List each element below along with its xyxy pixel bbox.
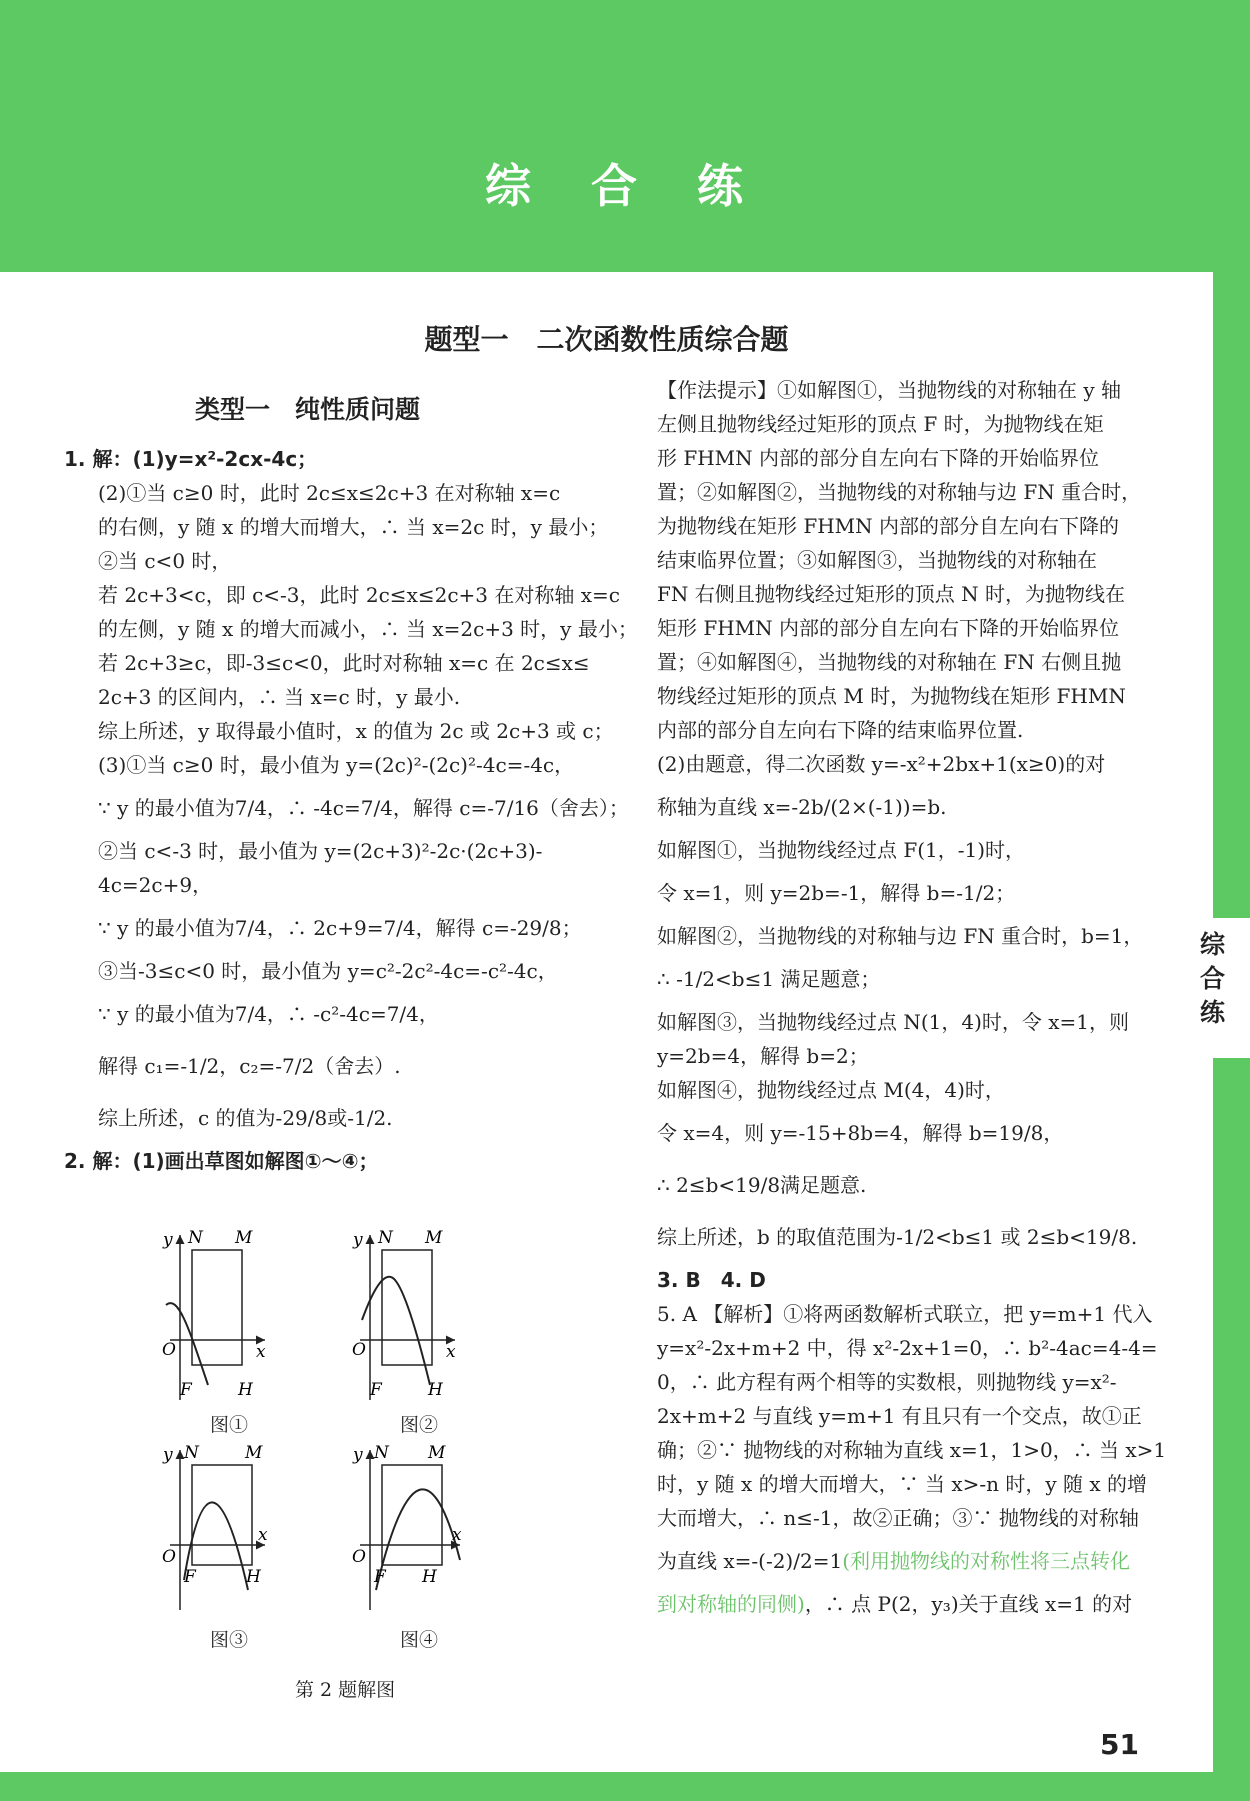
point-M-label: M — [245, 1443, 263, 1463]
point-N-label: N — [188, 1228, 203, 1248]
axis-x-label: x — [256, 1342, 266, 1362]
point-F-label: F — [374, 1567, 386, 1587]
text-line: 综上所述，y 取得最小值时，x 的值为 2c 或 2c+3 或 c； — [98, 719, 614, 743]
text-segment: ，∴ 点 P(2，y₃)关于直线 x=1 的对 — [804, 1592, 1133, 1616]
point-M-label: M — [425, 1228, 443, 1248]
text-line: 若 2c+3≥c，即-3≤c<0，此时对称轴 x=c 在 2c≤x≤ — [98, 651, 590, 675]
text-line: ∵ y 的最小值为7/4，∴ -4c=7/4，解得 c=-7/16（舍去）； — [98, 796, 629, 820]
point-H-label: H — [422, 1567, 437, 1587]
text-line: 内部的部分自左向右下降的结束临界位置. — [657, 718, 1024, 742]
point-M-label: M — [235, 1228, 253, 1248]
point-H-label: H — [246, 1567, 261, 1587]
text-line: ∵ y 的最小值为7/4，∴ -c²-4c=7/4， — [98, 1002, 439, 1026]
axis-y-label: y — [353, 1445, 363, 1465]
text-line: ∴ -1/2<b≤1 满足题意； — [657, 967, 881, 991]
origin-label: O — [162, 1547, 176, 1567]
text-line: 如解图③，当抛物线经过点 N(1，4)时，令 x=1，则 — [657, 1010, 1130, 1034]
axis-y-label: y — [353, 1230, 363, 1250]
text-line: 的左侧，y 随 x 的增大而减小，∴ 当 x=2c+3 时，y 最小； — [98, 617, 638, 641]
text-line: 时，y 随 x 的增大而增大，∵ 当 x>-n 时，y 随 x 的增 — [657, 1472, 1148, 1496]
figure-4 — [352, 1443, 462, 1610]
text-line: y=x²-2x+m+2 中，得 x²-2x+1=0，∴ b²-4ac=4-4= — [657, 1336, 1158, 1360]
text-line: 大而增大，∴ n≤-1，故②正确；③∵ 抛物线的对称轴 — [657, 1506, 1139, 1530]
text-line: ∵ y 的最小值为7/4，∴ 2c+9=7/4，解得 c=-29/8； — [98, 916, 582, 940]
side-tab — [1175, 918, 1250, 1058]
figures-caption: 第 2 题解图 — [295, 1679, 396, 1701]
point-M-label: M — [428, 1443, 446, 1463]
text-line: ∴ 2≤b<19/8满足题意. — [657, 1173, 867, 1197]
text-line: 左侧且抛物线经过矩形的顶点 F 时，为抛物线在矩 — [657, 412, 1104, 436]
text-line: 物线经过矩形的顶点 M 时，为抛物线在矩形 FHMN — [657, 684, 1126, 708]
text-line: 4c=2c+9， — [98, 873, 213, 897]
footer-bar — [0, 1772, 1250, 1801]
problem-1-line: 1. 解：(1)y=x²-2cx-4c； — [64, 447, 318, 471]
axis-x-label: x — [446, 1342, 456, 1362]
text-line: 综上所述，b 的取值范围为-1/2<b≤1 或 2≤b<19/8. — [657, 1225, 1138, 1249]
point-F-label: F — [370, 1380, 382, 1400]
text-line: 为抛物线在矩形 FHMN 内部的部分自左向右下降的 — [657, 514, 1120, 538]
right-column — [657, 373, 1167, 1621]
point-F-label: F — [180, 1380, 192, 1400]
text-line: ②当 c<-3 时，最小值为 y=(2c+3)²-2c·(2c+3)- — [98, 839, 543, 863]
text-line: 形 FHMN 内部的部分自左向右下降的开始临界位 — [657, 446, 1100, 470]
text-line: (2)①当 c≥0 时，此时 2c≤x≤2c+3 在对称轴 x=c — [98, 481, 561, 505]
text-line: 置；②如解图②，当抛物线的对称轴与边 FN 重合时， — [657, 480, 1142, 504]
text-line — [657, 1587, 1162, 1621]
text-line: 解得 c₁=-1/2，c₂=-7/2（舍去）. — [98, 1054, 401, 1078]
problem-2-line: 2. 解：(1)画出草图如解图①～④； — [64, 1149, 379, 1173]
figure-1 — [162, 1228, 266, 1400]
point-N-label: N — [184, 1443, 199, 1463]
point-H-label: H — [428, 1380, 443, 1400]
figure-2-caption: 图② — [400, 1414, 439, 1436]
figure-3-caption: 图③ — [210, 1629, 249, 1651]
answers-3-4: 3. B 4. D — [657, 1268, 766, 1292]
text-line: y=2b=4，解得 b=2； — [657, 1044, 869, 1068]
figure-4-caption: 图④ — [400, 1629, 439, 1651]
text-line — [657, 1535, 1162, 1587]
text-line: FN 右侧且抛物线经过矩形的顶点 N 时，为抛物线在 — [657, 582, 1125, 606]
subsection-title: 类型一 纯性质问题 — [195, 395, 421, 424]
text-line: 令 x=1，则 y=2b=-1，解得 b=-1/2； — [657, 881, 1016, 905]
text-line: 2x+m+2 与直线 y=m+1 有且只有一个交点，故①正 — [657, 1404, 1142, 1428]
text-line: 【作法提示】①如解图①，当抛物线的对称轴在 y 轴 — [657, 378, 1122, 402]
hint-text: (利用抛物线的对称性将三点转化 — [842, 1549, 1130, 1573]
side-strip-top — [1213, 272, 1250, 918]
text-line: 的右侧，y 随 x 的增大而增大，∴ 当 x=2c 时，y 最小； — [98, 515, 609, 539]
hint-text: 到对称轴的同侧) — [657, 1592, 805, 1616]
figure-1-caption: 图① — [210, 1414, 249, 1436]
text-line: 若 2c+3<c，即 c<-3，此时 2c≤x≤2c+3 在对称轴 x=c — [98, 583, 620, 607]
axis-x-label: x — [452, 1525, 462, 1545]
text-line: 0，∴ 此方程有两个相等的实数根，则抛物线 y=x²- — [657, 1370, 1117, 1394]
solution-figures — [160, 1225, 560, 1651]
figure-2 — [352, 1228, 456, 1400]
text-line: (2)由题意，得二次函数 y=-x²+2bx+1(x≥0)的对 — [657, 752, 1106, 776]
text-line: 如解图①，当抛物线经过点 F(1，-1)时， — [657, 838, 1026, 862]
header-banner — [0, 0, 1250, 272]
left-column — [64, 442, 638, 1178]
axis-y-label: y — [163, 1230, 173, 1250]
text-line: (3)①当 c≥0 时，最小值为 y=(2c)²-(2c)²-4c=-4c， — [98, 753, 575, 777]
origin-label: O — [352, 1340, 366, 1360]
text-line: 令 x=4，则 y=-15+8b=4，解得 b=19/8， — [657, 1121, 1064, 1145]
point-N-label: N — [378, 1228, 393, 1248]
side-tab-label: 综合练 — [1199, 930, 1225, 1027]
text-line: ③当-3≤c<0 时，最小值为 y=c²-2c²-4c=-c²-4c， — [98, 959, 558, 983]
text-line: ②当 c<0 时， — [98, 549, 232, 573]
text-line: 如解图②，当抛物线的对称轴与边 FN 重合时，b=1， — [657, 924, 1144, 948]
text-line: 如解图④，抛物线经过点 M(4，4)时， — [657, 1078, 1005, 1102]
axis-x-label: x — [258, 1525, 268, 1545]
section-title: 题型一 二次函数性质综合题 — [424, 323, 789, 356]
origin-label: O — [352, 1547, 366, 1567]
text-line: 称轴为直线 x=-2b/(2×(-1))=b. — [657, 795, 947, 819]
text-line: 2c+3 的区间内，∴ 当 x=c 时，y 最小. — [98, 685, 461, 709]
text-segment: 为直线 x=-(-2)/2=1 — [657, 1549, 843, 1573]
text-line: 综上所述，c 的值为-29/8或-1/2. — [98, 1106, 393, 1130]
point-H-label: H — [238, 1380, 253, 1400]
page-number: 51 — [1100, 1728, 1139, 1761]
text-line: 置；④如解图④，当抛物线的对称轴在 FN 右侧且抛 — [657, 650, 1122, 674]
text-line: 矩形 FHMN 内部的部分自左向右下降的开始临界位 — [657, 616, 1120, 640]
problem-5-line: 5. A 【解析】①将两函数解析式联立，把 y=m+1 代入 — [657, 1302, 1153, 1326]
axis-y-label: y — [163, 1445, 173, 1465]
point-F-label: F — [184, 1567, 196, 1587]
figure-3 — [162, 1443, 268, 1610]
text-line: 结束临界位置；③如解图③，当抛物线的对称轴在 — [657, 548, 1097, 572]
side-strip-bottom — [1213, 1058, 1250, 1772]
origin-label: O — [162, 1340, 176, 1360]
point-N-label: N — [374, 1443, 389, 1463]
banner-title: 综 合 练 — [484, 159, 766, 213]
text-line: 确；②∵ 抛物线的对称轴为直线 x=1，1>0，∴ 当 x>1 — [657, 1438, 1167, 1462]
